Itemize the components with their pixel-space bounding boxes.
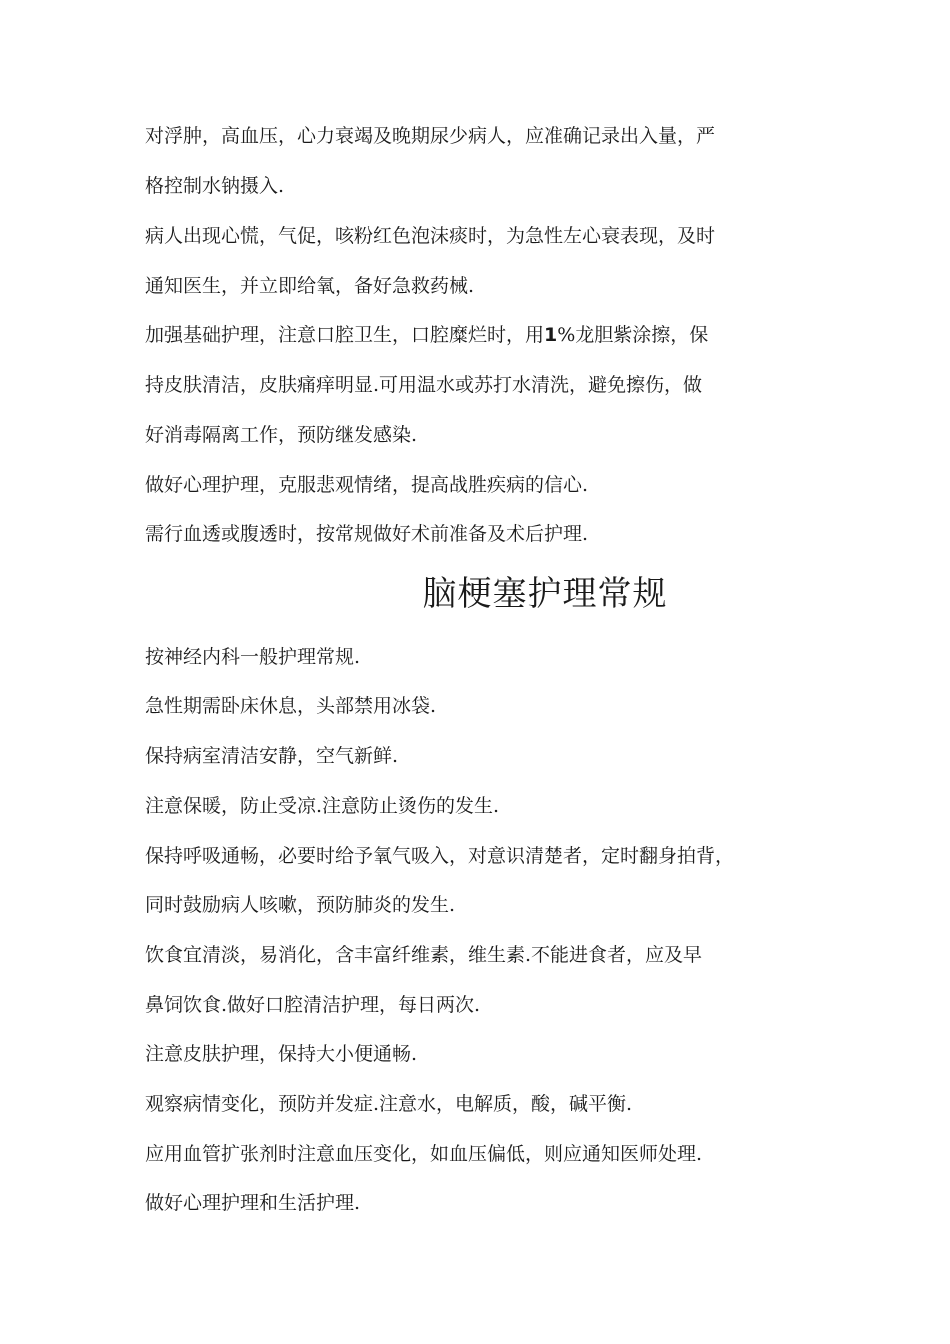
percentage-number: 1 xyxy=(544,324,558,346)
text-line: 做好心理护理，克服悲观情绪，提高战胜疾病的信心. xyxy=(145,474,589,496)
list-item: 鼻饲饮食.做好口腔清洁护理，每日两次. xyxy=(145,994,481,1016)
text-line: 需行血透或腹透时，按常规做好术前准备及术后护理. xyxy=(145,523,589,545)
list-item: 同时鼓励病人咳嗽，预防肺炎的发生. xyxy=(145,894,456,916)
text-line: 持皮肤清洁，皮肤痛痒明显.可用温水或苏打水清洗，避免擦伤，做 xyxy=(145,374,703,396)
text-segment: %龙胆紫涂擦，保 xyxy=(557,324,709,346)
list-item: 做好心理护理和生活护理. xyxy=(145,1192,361,1214)
list-item: 保持呼吸通畅，必要时给予氧气吸入，对意识清楚者，定时翻身拍背， xyxy=(145,845,735,867)
text-line: 病人出现心慌，气促，咳粉红色泡沫痰时，为急性左心衰表现，及时 xyxy=(145,225,716,247)
list-item: 观察病情变化，预防并发症.注意水，电解质，酸，碱平衡. xyxy=(145,1093,633,1115)
text-line xyxy=(145,323,815,347)
list-item: 急性期需卧床休息，头部禁用冰袋. xyxy=(145,695,437,717)
list-item: 保持病室清洁安静，空气新鲜. xyxy=(145,745,399,767)
text-line: 对浮肿，高血压，心力衰竭及晚期尿少病人，应准确记录出入量，严 xyxy=(145,125,716,147)
list-item: 饮食宜清淡，易消化，含丰富纤维素，维生素.不能进食者，应及早 xyxy=(145,944,703,966)
list-item: 注意皮肤护理，保持大小便通畅. xyxy=(145,1043,418,1065)
text-line: 通知医生，并立即给氧，备好急救药械. xyxy=(145,275,475,297)
list-item: 按神经内科一般护理常规. xyxy=(145,646,361,668)
text-segment: 加强基础护理，注意口腔卫生，口腔糜烂时，用 xyxy=(145,324,545,346)
list-item: 注意保暖，防止受凉.注意防止烫伤的发生. xyxy=(145,795,500,817)
text-line: 好消毒隔离工作，预防继发感染. xyxy=(145,424,418,446)
list-item: 应用血管扩张剂时注意血压变化，如血压偏低，则应通知医师处理. xyxy=(145,1143,703,1165)
section-title: 脑梗塞护理常规 xyxy=(422,574,668,614)
text-line: 格控制水钠摄入. xyxy=(145,175,285,197)
